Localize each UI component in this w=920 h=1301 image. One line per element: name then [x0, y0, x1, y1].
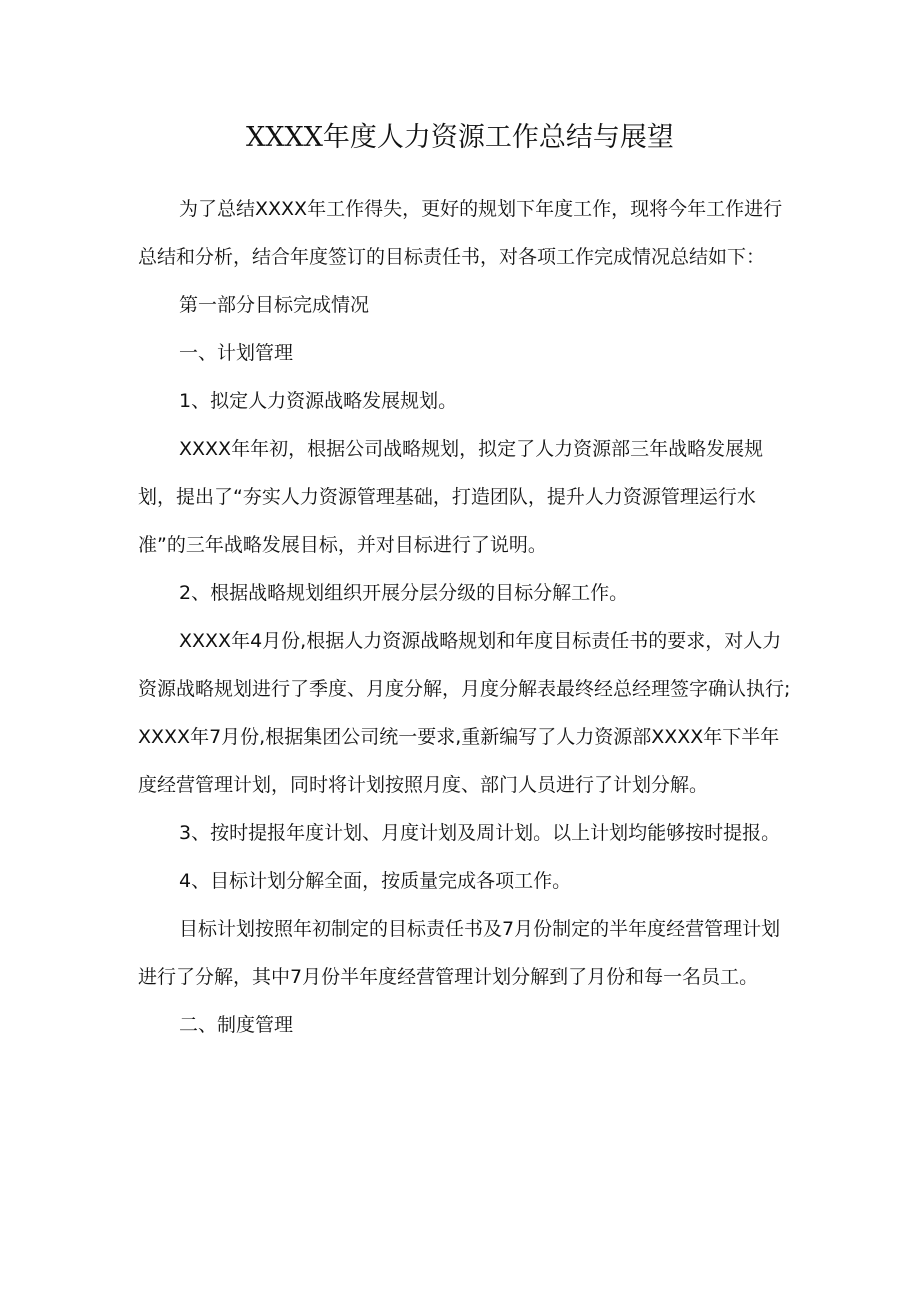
document-title: XXXX年度人力资源工作总结与展望 — [246, 122, 674, 153]
paragraph-intro: 为了总结XXXX年工作得失，更好的规划下年度工作，现将今年工作进行总结和分析，结合年度签订的目标责任书，对各项工作完成情况总结如下： — [138, 198, 783, 268]
item-heading-3: 3、按时提报年度计划、月度计划及周计划。以上计划均能够按时提报。 — [179, 822, 781, 844]
paragraph-item-4: 目标计划按照年初制定的目标责任书及7月份制定的半年度经营管理计划进行了分解，其中7月份半年度经营管理计划分解到了月份和每一名员工。 — [138, 918, 781, 988]
item-heading-1: 1、拟定人力资源战略发展规划。 — [179, 390, 458, 412]
item-heading-2: 2、根据战略规划组织开展分层分级的目标分解工作。 — [179, 582, 629, 604]
document-body — [138, 137, 798, 1049]
section-heading-part-one: 第一部分目标完成情况 — [179, 294, 370, 316]
paragraph-item-1: XXXX年年初，根据公司战略规划，拟定了人力资源部三年战略发展规划，提出了“夯实人力资源管理基础，打造团队，提升人力资源管理运行水准”的三年战略发展目标，并对目标进行了说明。 — [138, 438, 764, 556]
section-heading-system-management: 二、制度管理 — [179, 1014, 294, 1036]
paragraph-item-2: XXXX年4月份,根据人力资源战略规划和年度目标责任书的要求，对人力资源战略规划进行了季度、月度分解，月度分解表最终经总经理签字确认执行; XXXX年7月份,根据集团公司统一要求,重新编写了人力资源部XXXX年下半年度经营管理计划，同时将计划按照月度、部门人员进行了计划分解。 — [138, 630, 791, 796]
item-heading-4: 4、目标计划分解全面，按质量完成各项工作。 — [179, 870, 572, 892]
section-heading-plan-management: 一、计划管理 — [179, 342, 294, 364]
